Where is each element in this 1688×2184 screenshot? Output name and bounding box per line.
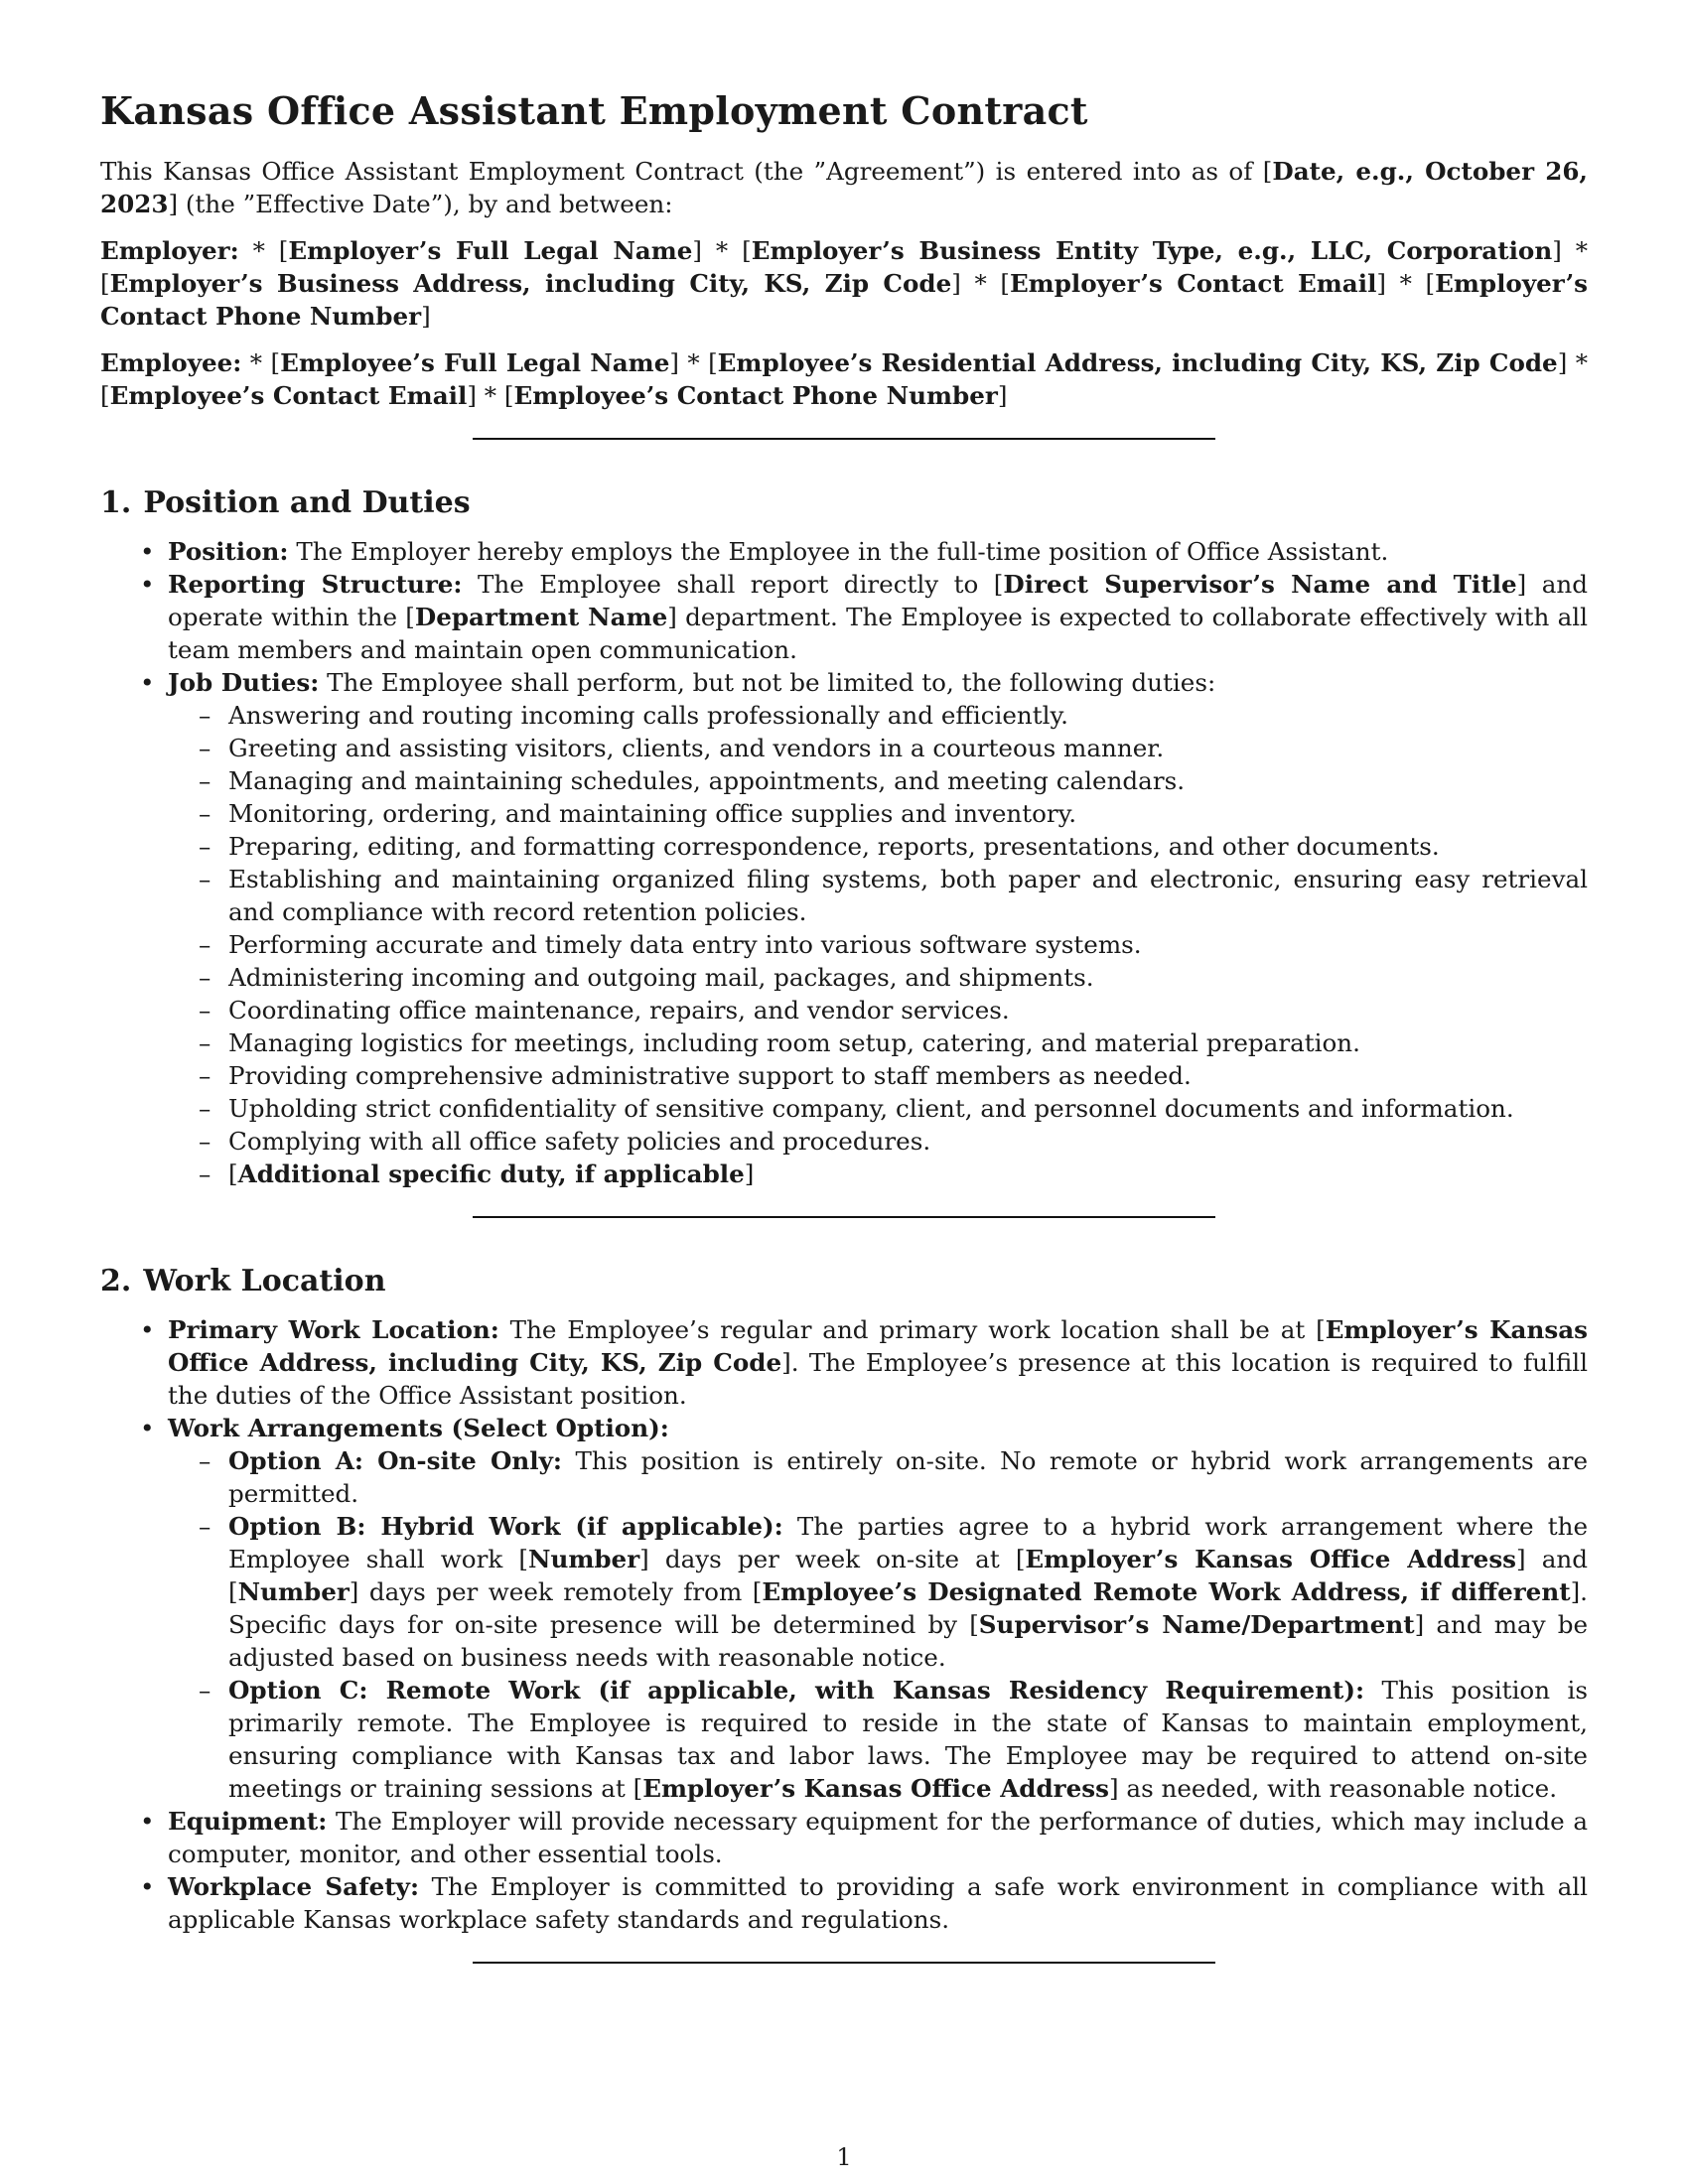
- supervisor-placeholder: Direct Supervisor’s Name and Title: [1003, 570, 1517, 599]
- list-item-position: • Position: The Employer hereby employs the Employee in the full-time position of Office Assistant.: [168, 535, 1588, 568]
- employee-block: Employee: * [Employee’s Full Legal Name] * [Employee’s Residential Address, including City, KS, Zip Code] * [Employee’s Contact Email] * [Employee’s Contact Phone Number]: [100, 348, 1589, 410]
- employer-block: Employer: * [Employer’s Full Legal Name] * [Employer’s Business Entity Type, e.g., LLC, Corporation] * [Employer’s Business Address, including City, KS, Zip Code] * [Employer’s Contact Email] * [Employer’s Contact Phone Number]: [100, 236, 1589, 331]
- list-item-primary-location: • Primary Work Location: The Employee’s regular and primary work location shall be at [Employer’s Kansas Office Address, including City, KS, Zip Code]. The Employee’s presence at this location is required to fulfill the duties of the Office Assistant position.: [168, 1313, 1588, 1412]
- list-item-work-arrangements: • Work Arrangements (Select Option): – Option A: On-site Only: This position is entirely on-site. No remote or hybrid work arrangements are permitted. – Option B: Hybrid Work (if applicable): The parties agree to a hybrid work arrangement where the Employee shall work [Number] days per week on-site at [Employer’s Kansas Office Address] and [Number] days per week remotely from [Employee’s Designated Remote Work Address, if different]. Specific days for on-site presence will be determined by [Supervisor’s Name/Department] and may be adjusted based on business needs with reasonable notice. – Option C: Remote Work (if applicable, with Kansas Residency Requirement): This position is primarily remote. The Employee is required to reside in the state of Kansas to maintain employment, ensuring compliance with Kansas tax and labor laws. The Employee may be required to attend on-site meetings or training sessions at [Employer’s Kansas Office Address] as needed, with reasonable notice.: [168, 1412, 1588, 1805]
- option-a: – Option A: On-site Only: This position is entirely on-site. No remote or hybrid work arrangements are permitted.: [228, 1444, 1588, 1510]
- employer-email-placeholder: Employer’s Contact Email: [1009, 269, 1377, 298]
- duties-list: [168, 699, 1588, 1190]
- duty-item: – Greeting and assisting visitors, clients, and vendors in a courteous manner.: [228, 732, 1588, 764]
- page-number: 1: [836, 2143, 852, 2171]
- section-1-list: [100, 535, 1588, 1190]
- option-c: – Option C: Remote Work (if applicable, with Kansas Residency Requirement): This position is primarily remote. The Employee is required to reside in the state of Kansas to maintain employment, ensuring compliance with Kansas tax and labor laws. The Employee may be required to attend on-site meetings or training sessions at [Employer’s Kansas Office Address] as needed, with reasonable notice.: [228, 1674, 1588, 1805]
- duty-item: – Providing comprehensive administrative support to staff members as needed.: [228, 1059, 1588, 1092]
- duty-item: – Answering and routing incoming calls professionally and efficiently.: [228, 699, 1588, 732]
- employer-address-placeholder: Employer’s Business Address, including City, KS, Zip Code: [109, 269, 952, 298]
- duty-item-additional: – [Additional specific duty, if applicable]: [228, 1158, 1588, 1190]
- duty-item: – Managing and maintaining schedules, appointments, and meeting calendars.: [228, 764, 1588, 797]
- duty-item: – Upholding strict confidentiality of sensitive company, client, and personnel documents and information.: [228, 1092, 1588, 1125]
- duty-item: – Monitoring, ordering, and maintaining office supplies and inventory.: [228, 797, 1588, 830]
- duty-item: – Coordinating office maintenance, repairs, and vendor services.: [228, 994, 1588, 1026]
- employee-name-placeholder: Employee’s Full Legal Name: [280, 348, 670, 377]
- section-2-list: [100, 1313, 1588, 1936]
- employer-name-placeholder: Employer’s Full Legal Name: [288, 236, 693, 265]
- employer-phone-placeholder: Employer’s Contact Phone Number: [100, 269, 1589, 331]
- office-address-placeholder: Employer’s Kansas Office Address, including City, KS, Zip Code: [168, 1315, 1588, 1377]
- employee-email-placeholder: Employee’s Contact Email: [109, 381, 468, 410]
- employer-entity-placeholder: Employer’s Business Entity Type, e.g., LLC, Corporation: [751, 236, 1553, 265]
- section-2-heading: 2. Work Location: [100, 1264, 386, 1298]
- horizontal-rule: [473, 1962, 1215, 1964]
- horizontal-rule: [473, 1216, 1215, 1218]
- department-placeholder: Department Name: [414, 603, 668, 631]
- list-item-safety: • Workplace Safety: The Employer is committed to providing a safe work environment in compliance with all applicable Kansas workplace safety standards and regulations.: [168, 1870, 1588, 1936]
- duty-item: – Performing accurate and timely data entry into various software systems.: [228, 928, 1588, 961]
- duty-item: – Administering incoming and outgoing mail, packages, and shipments.: [228, 961, 1588, 994]
- employee-phone-placeholder: Employee’s Contact Phone Number: [513, 381, 998, 410]
- option-b: – Option B: Hybrid Work (if applicable): The parties agree to a hybrid work arrangement where the Employee shall work [Number] days per week on-site at [Employer’s Kansas Office Address] and [Number] days per week remotely from [Employee’s Designated Remote Work Address, if different]. Specific days for on-site presence will be determined by [Supervisor’s Name/Department] and may be adjusted based on business needs with reasonable notice.: [228, 1510, 1588, 1674]
- list-item-duties: • Job Duties: The Employee shall perform, but not be limited to, the following duties: – Answering and routing incoming calls professionally and efficiently. – Greeting and assisting visitors, clients, and vendors in a courteous manner. – Managing and maintaining schedules, appointments, and meeting calendars. – Monitoring, ordering, and maintaining office supplies and inventory. – Preparing, editing, and formatting correspondence, reports, presentations, and other documents. – Establishing and maintaining organized filing systems, both paper and electronic, ensuring easy retrieval and compliance with record retention policies. – Performing accurate and timely data entry into various software systems. – Administering incoming and outgoing mail, packages, and shipments. – Coordinating office maintenance, repairs, and vendor services. – Managing logistics for meetings, including room setup, catering, and material preparation. – Providing comprehensive administrative support to staff members as needed. – Upholding strict confidentiality of sensitive company, client, and personnel documents and information. – Complying with all office safety policies and procedures. – [Additional specific duty, if applicable]: [168, 666, 1588, 1190]
- duty-item: – Establishing and maintaining organized filing systems, both paper and electronic, ensuring easy retrieval and compliance with record retention policies.: [228, 863, 1588, 928]
- page-title: Kansas Office Assistant Employment Contract: [100, 88, 1088, 133]
- duty-item: – Complying with all office safety policies and procedures.: [228, 1125, 1588, 1158]
- effective-date-placeholder: Date, e.g., October 26, 2023: [100, 157, 1588, 218]
- list-item-reporting: • Reporting Structure: The Employee shall report directly to [Direct Supervisor’s Name and Title] and operate within the [Department Name] department. The Employee is expected to collaborate effectively with all team members and maintain open communication.: [168, 568, 1588, 666]
- list-item-equipment: • Equipment: The Employer will provide necessary equipment for the performance of duties, which may include a computer, monitor, and other essential tools.: [168, 1805, 1588, 1870]
- intro-paragraph: This Kansas Office Assistant Employment Contract (the ”Agreement”) is entered into as of [Date, e.g., October 26, 2023] (the ”Effective Date”), by and between:: [100, 157, 1588, 218]
- horizontal-rule: [473, 438, 1215, 440]
- work-options-list: [168, 1444, 1588, 1805]
- duty-item: – Managing logistics for meetings, including room setup, catering, and material preparation.: [228, 1026, 1588, 1059]
- section-1-heading: 1. Position and Duties: [100, 485, 471, 520]
- duty-item: – Preparing, editing, and formatting correspondence, reports, presentations, and other documents.: [228, 830, 1588, 863]
- employee-address-placeholder: Employee’s Residential Address, including City, KS, Zip Code: [717, 348, 1558, 377]
